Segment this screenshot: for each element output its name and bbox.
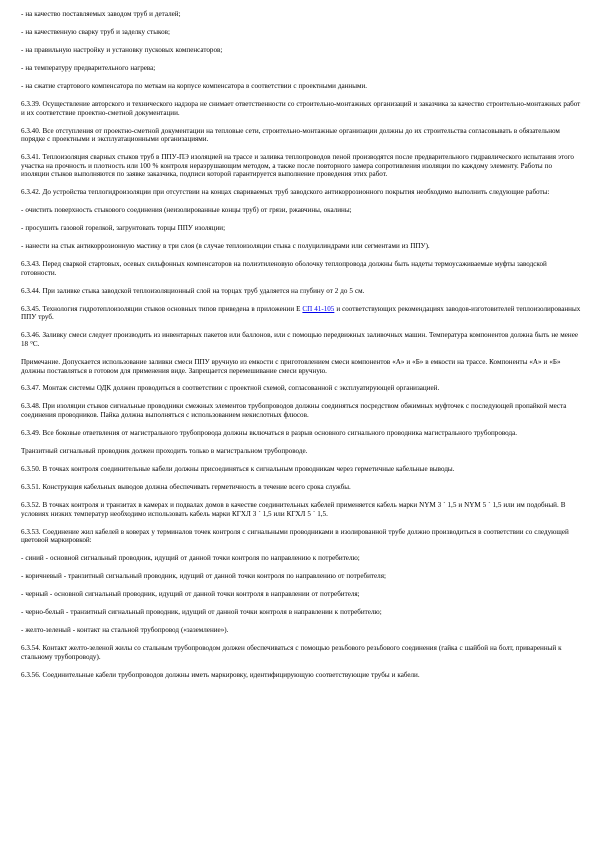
list-item-preheat-temperature: - на температуру предварительного нагрева; [21, 63, 156, 72]
paragraph-6-3-40: 6.3.40. Все отступления от проектно-сметной документации на тепловые сети, строительно-монтажные организации должны до их строительства согласовывать в обязательном порядке с проектными и эксплуатационными организациями. [21, 126, 560, 144]
paragraph-6-3-45-text-before: 6.3.45. Технология гидротеплоизоляции стыков основных типов приведена в приложении Е [21, 304, 303, 313]
paragraph-6-3-51: 6.3.51. Конструкция кабельных выводов должна обеспечивать герметичность в течение всего срока службы. [21, 483, 351, 491]
paragraph-6-3-44: 6.3.44. При заливке стыка заводской теплоизоляционный слой на торцах труб удаляется на глубину от 2 до 5 см. [21, 286, 365, 295]
list-item-dry-joint: - просушить газовой горелкой, загрунтовать торцы ППУ изоляции; [21, 224, 226, 233]
paragraph-6-3-56: 6.3.56. Соединительные кабели трубопроводов должны иметь маркировку, идентифицирующую соответствующие трубы и кабели. [21, 670, 420, 679]
paragraph-6-3-45 [21, 305, 581, 322]
list-item-blue-wire: - синий - основной сигнальный проводник, идущий от данной точки контроля по направлению к потребителю; [21, 554, 360, 563]
list-item-black-wire: - черный - основной сигнальный проводник, идущий от данной точки контроля в направлении от потребителя; [21, 590, 360, 599]
paragraph-6-3-46: 6.3.46. Заливку смеси следует производить из инвентарных пакетов или баллонов, или с помощью передвижных заливочных машин. Температура компонентов должна быть не менее 18 °С. [21, 331, 579, 348]
paragraph-6-3-49: 6.3.49. Все боковые ответвления от магистрального трубопровода должны включаться в разрыв основного сигнального проводника магистрального трубопровода. [21, 429, 518, 438]
paragraph-6-3-48: 6.3.48. При изоляции стыков сигнальные проводники смежных элементов трубопроводов должны соединяться посредством обжимных муфточек с последующей пропайкой места соединения проводников. Пайка должна выполняться с использованием некислотных флюсов. [21, 402, 567, 420]
transit-conductor-paragraph: Транзитный сигнальный проводник должен проходить только в магистральном трубопроводе. [21, 447, 308, 456]
note-paragraph: Примечание. Допускается использование заливки смеси ППУ вручную из емкости с приготовлением смеси компонентов «А» и «Б» в емкости на трассе. Компоненты «А» и «Б» должны поставляться в готовом для применения виде. Запрещается перемешивание смеси вручную. [21, 357, 561, 375]
paragraph-6-3-45-text-after: и соответствующих рекомендациях заводов-изготовителей теплоизолированных ППУ труб. [21, 304, 581, 322]
paragraph-6-3-42: 6.3.42. До устройства теплогидроизоляции при отсутствии на концах свариваемых труб заводского антикоррозионного покрытия необходимо выполнить следующие работы: [21, 188, 550, 197]
document-body [21, 10, 581, 679]
list-item-clean-joint: - очистить поверхность стыкового соединения (неизолированные концы труб) от грязи, ржавчины, окалины; [21, 206, 352, 215]
list-item-brown-wire: - коричневый - транзитный сигнальный проводник, идущий от данной точки контроля по направлению от потребителя; [21, 572, 386, 581]
paragraph-6-3-47: 6.3.47. Монтаж системы ОДК должен проводиться в соответствии с проектной схемой, согласованной с эксплуатирующей организацией. [21, 384, 440, 393]
list-item-apply-mastic: - нанести на стык антикоррозионную мастику в три слоя (в случае теплоизоляции стыка с полуцилиндрами или сегментами из ППУ). [21, 242, 430, 251]
paragraph-6-3-41: 6.3.41. Теплоизоляция сварных стыков труб в ППУ-ПЭ изоляцией на трассе и заливка теплопроводов пеной производятся после предварительного гидравлического испытания этого участка на прочность и плотность или 100 % контроля нераэрушающим методом, а также после повторного замера сопротивления изоляции по каждому элементу. Работы по изоляции стыков выполняются по заявке заказчика, подписи которой гарантируется выполнение проведения этих работ. [21, 153, 574, 179]
list-item-compensator-setup: - на правильную настройку и установку пусковых компенсаторов; [21, 45, 223, 54]
list-item-welding-quality: - на качественную сварку труб и заделку стыков; [21, 27, 170, 36]
list-item-black-white-wire: - черно-белый - транзитный сигнальный проводник, идущий от данной точки контроля в направлении к потребителю; [21, 608, 382, 617]
paragraph-6-3-43: 6.3.43. Перед сваркой стартовых, осевых сильфонных компенсаторов на полиэтиленовую оболочку теплопровода должны быть надеты термоусаживаемые муфты заводской готовности. [21, 260, 547, 277]
paragraph-6-3-54: 6.3.54. Контакт желто-зеленой жилы со стальным трубопроводом должен обеспечиваться с помощью резьбового резьбового соединения (гайка с шайбой на болт, приваренный к стальному трубопроводу). [21, 644, 562, 661]
list-item-pipe-quality: - на качество поставляемых заводом труб и деталей; [21, 10, 181, 18]
paragraph-6-3-50: 6.3.50. В точках контроля соединительные кабели должны присоединяться к сигнальным проводникам через герметичные кабельные выводы. [21, 465, 455, 474]
paragraph-6-3-39: 6.3.39. Осуществление авторского и технического надзора не снимает ответственности со строительно-монтажных организаций и заказчика за качество строительно-монтажных работ и их соответствие проектно-сметной документации. [21, 99, 581, 117]
list-item-compensator-compression: - на сжатие стартового компенсатора по меткам на корпусе компенсатора в соответствии с проектными данными. [21, 81, 368, 90]
paragraph-6-3-52: 6.3.52. В точках контроля и транзитах в камерах и подвалах домов в качестве соединительных кабелей применяется кабель марки NYM 3 ´ 1,5 и NYM 5 ´ 1,5 или им подобный. В условиях низких температур необходимо использовать кабель марки КГХЛ 3 ´ 1,5 или КГХЛ 5 ´ 1,5. [21, 500, 566, 518]
sp-41-105-link[interactable]: СП 41-105 [302, 304, 335, 313]
paragraph-6-3-53: 6.3.53. Соединение жил кабелей в коверах у терминалов точек контроля с сигнальными проводниками в изолированной трубе должно производиться в соответствии со следующей цветовой маркировкой: [21, 527, 569, 545]
list-item-yellow-green-wire: - желто-зеленый - контакт на стальной трубопровод («заземление»). [21, 626, 229, 635]
